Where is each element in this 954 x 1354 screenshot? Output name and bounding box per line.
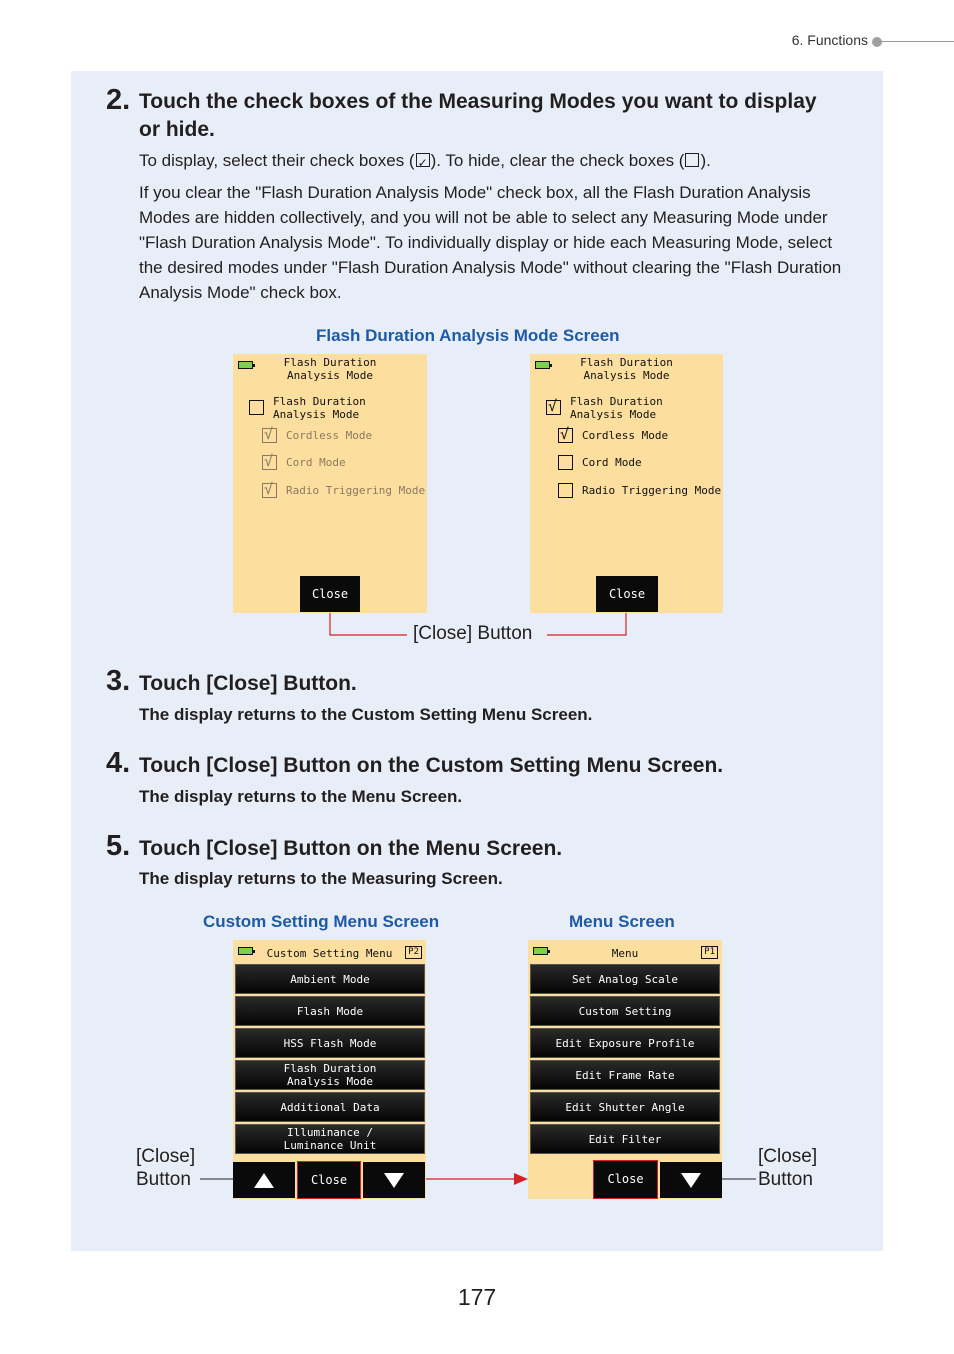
radio-checkbox[interactable]	[558, 483, 573, 498]
para1-part-a: To display, select their check boxes (	[139, 151, 415, 170]
para1-part-b: ). To hide, clear the check boxes (	[430, 151, 685, 170]
step-2-para-1	[139, 148, 854, 173]
menu-item-set-analog-scale[interactable]: Set Analog Scale	[530, 964, 720, 994]
menu-item-edit-shutter-angle[interactable]: Edit Shutter Angle	[530, 1092, 720, 1122]
para1-part-c: ).	[700, 151, 711, 170]
screen-title: Flash Duration Analysis Mode	[580, 356, 673, 382]
fda-parent-label: Flash Duration Analysis Mode	[273, 395, 366, 421]
step-4-number: 4.	[106, 747, 131, 779]
menu-screen-caption: Menu Screen	[569, 912, 675, 931]
page-badge: P2	[405, 946, 422, 959]
scroll-up-button[interactable]	[233, 1162, 295, 1198]
fda-screen-left	[233, 354, 427, 613]
fda-screen-caption: Flash Duration Analysis Mode Screen	[316, 326, 620, 345]
step-3-number: 3.	[106, 665, 131, 697]
radio-checkbox[interactable]	[262, 483, 277, 498]
scroll-down-button[interactable]	[363, 1162, 425, 1198]
right-close-callout: [Close] Button	[758, 1146, 818, 1190]
section-name: 6. Functions	[791, 32, 868, 48]
step-5-result: The display returns to the Measuring Screen.	[139, 869, 503, 888]
screen-title: Flash Duration Analysis Mode	[283, 356, 377, 382]
menu-item-fda-mode[interactable]: Flash Duration Analysis Mode	[235, 1060, 425, 1090]
fda-screen-right	[530, 354, 723, 613]
cordless-label: Cordless Mode	[286, 429, 373, 442]
down-arrow-icon	[384, 1173, 404, 1188]
menu-item-additional-data[interactable]: Additional Data	[235, 1092, 425, 1122]
step-5-title: Touch [Close] Button on the Menu Screen.	[139, 837, 563, 860]
cordless-checkbox[interactable]	[262, 428, 277, 443]
close-button[interactable]: Close	[297, 1161, 361, 1199]
running-header	[594, 32, 954, 52]
menu-item-ambient-mode[interactable]: Ambient Mode	[235, 964, 425, 994]
step-2-para-2: If you clear the "Flash Duration Analysis Mode" check box, all the Flash Duration Analysis Modes are hidden collectively, and you will not be able to select any Measuring Mode under "Flash Duration Analysis Mode". To individually display or hide each Measuring Mode, select the desired modes under "Flash Duration Analysis Mode" without clearing the "Flash Duration Analysis Mode" check box.	[139, 183, 842, 302]
step-5-number: 5.	[106, 830, 131, 862]
menu-item-custom-setting[interactable]: Custom Setting	[530, 996, 720, 1026]
screen-title: Menu	[611, 947, 639, 960]
menu-item-edit-exposure-profile[interactable]: Edit Exposure Profile	[530, 1028, 720, 1058]
radio-label: Radio Triggering Mode	[582, 484, 722, 497]
radio-label: Radio Triggering Mode	[286, 484, 426, 497]
checked-box-icon	[416, 153, 430, 167]
step-4-title: Touch [Close] Button on the Custom Setting Menu Screen.	[139, 754, 724, 777]
down-arrow-icon	[681, 1173, 701, 1188]
cord-label: Cord Mode	[582, 456, 642, 469]
cord-checkbox[interactable]	[262, 455, 277, 470]
close-button-callout: [Close] Button	[413, 623, 533, 644]
close-button[interactable]: Close	[300, 576, 360, 612]
close-button[interactable]: Close	[593, 1160, 658, 1199]
header-rule	[876, 41, 954, 42]
fda-parent-checkbox[interactable]	[546, 400, 561, 415]
fda-parent-label: Flash Duration Analysis Mode	[570, 395, 663, 421]
step-2-title: Touch the check boxes of the Measuring Modes you want to display or hide.	[139, 90, 817, 141]
step-2-number: 2.	[106, 84, 131, 116]
up-arrow-icon	[254, 1173, 274, 1188]
step-3-result: The display returns to the Custom Setting Menu Screen.	[139, 705, 593, 724]
menu-item-edit-frame-rate[interactable]: Edit Frame Rate	[530, 1060, 720, 1090]
cordless-checkbox[interactable]	[558, 428, 573, 443]
menu-item-hss-flash-mode[interactable]: HSS Flash Mode	[235, 1028, 425, 1058]
empty-box-icon	[685, 153, 699, 167]
page-number: 177	[457, 1284, 497, 1310]
menu-screen	[528, 940, 722, 1199]
screen-title: Custom Setting Menu	[266, 947, 393, 960]
header-dot-icon	[872, 37, 882, 47]
left-close-callout: [Close] Button	[136, 1146, 196, 1190]
close-button[interactable]: Close	[596, 576, 658, 612]
step-3-title: Touch [Close] Button.	[139, 672, 357, 695]
cord-label: Cord Mode	[286, 456, 346, 469]
fda-parent-checkbox[interactable]	[249, 400, 264, 415]
step-4-result: The display returns to the Menu Screen.	[139, 787, 463, 806]
custom-setting-screen	[233, 940, 426, 1199]
cordless-label: Cordless Mode	[582, 429, 669, 442]
cord-checkbox[interactable]	[558, 455, 573, 470]
scroll-down-button[interactable]	[660, 1162, 722, 1198]
menu-item-illuminance-unit[interactable]: Illuminance / Luminance Unit	[235, 1124, 425, 1154]
custom-screen-caption: Custom Setting Menu Screen	[203, 912, 440, 931]
menu-item-edit-filter[interactable]: Edit Filter	[530, 1124, 720, 1154]
page-badge: P1	[701, 946, 718, 959]
menu-item-flash-mode[interactable]: Flash Mode	[235, 996, 425, 1026]
